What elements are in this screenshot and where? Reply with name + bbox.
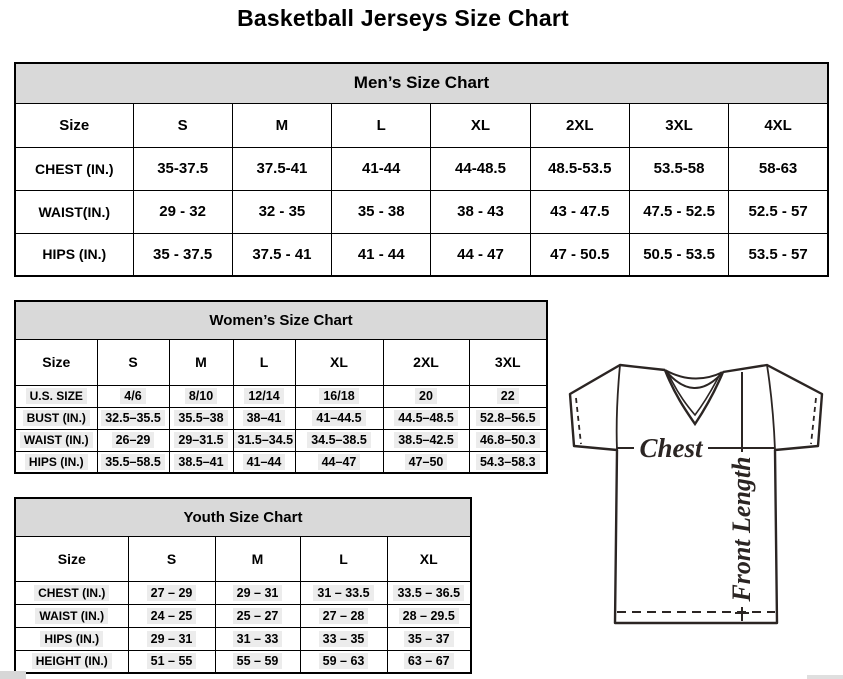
youth-size-table (14, 497, 472, 674)
table-cell: 38.5–42.5 (383, 429, 469, 451)
youth-col-header: M (215, 536, 300, 581)
table-cell: 12/14 (233, 385, 295, 407)
table-cell: 41 - 44 (332, 233, 431, 276)
table-cell: 35 - 38 (332, 190, 431, 233)
table-cell: 63 – 67 (387, 650, 471, 673)
youth-waist-row (15, 604, 471, 627)
mens-col-header: S (133, 103, 232, 147)
womens-size-table (14, 300, 548, 474)
mens-col-header: L (332, 103, 431, 147)
youth-table-title: Youth Size Chart (15, 498, 471, 536)
mens-col-header: 3XL (629, 103, 728, 147)
table-cell: 31.5–34.5 (233, 429, 295, 451)
mens-table-band (15, 63, 828, 103)
table-cell: 27 – 28 (300, 604, 387, 627)
table-cell: 41–44.5 (295, 407, 383, 429)
womens-col-header: S (97, 339, 169, 385)
table-cell: 58-63 (729, 147, 828, 190)
womens-col-header: M (169, 339, 233, 385)
jersey-collar-back-arc (665, 370, 723, 379)
table-cell: 35.5–58.5 (97, 451, 169, 473)
womens-col-header: 2XL (383, 339, 469, 385)
table-cell: 37.5-41 (232, 147, 331, 190)
row-label: U.S. SIZE (15, 385, 97, 407)
womens-header-row (15, 339, 547, 385)
womens-bust-row (15, 407, 547, 429)
table-cell: 32 - 35 (232, 190, 331, 233)
table-cell: 53.5-58 (629, 147, 728, 190)
row-label: WAIST(IN.) (15, 190, 133, 233)
horizontal-scrollbar-thumb-right[interactable] (807, 675, 843, 679)
row-label: HIPS (IN.) (15, 233, 133, 276)
table-cell: 22 (469, 385, 547, 407)
youth-hips-row (15, 627, 471, 650)
table-cell: 41–44 (233, 451, 295, 473)
table-cell: 38.5–41 (169, 451, 233, 473)
womens-waist-row (15, 429, 547, 451)
table-cell: 33.5 – 36.5 (387, 581, 471, 604)
mens-col-header: Size (15, 103, 133, 147)
youth-chest-row (15, 581, 471, 604)
womens-col-header: Size (15, 339, 97, 385)
table-cell: 44-48.5 (431, 147, 530, 190)
youth-col-header: S (128, 536, 215, 581)
table-cell: 52.8–56.5 (469, 407, 547, 429)
table-cell: 35.5–38 (169, 407, 233, 429)
mens-chest-row (15, 147, 828, 190)
table-cell: 29 - 32 (133, 190, 232, 233)
mens-size-table (14, 62, 829, 277)
table-cell: 47–50 (383, 451, 469, 473)
jersey-cuff-dash-right (811, 398, 816, 444)
mens-header-row (15, 103, 828, 147)
table-cell: 46.8–50.3 (469, 429, 547, 451)
row-label: HIPS (IN.) (15, 451, 97, 473)
jersey-outline (570, 365, 822, 623)
front-length-label: Front Length (727, 456, 756, 602)
table-cell: 51 – 55 (128, 650, 215, 673)
mens-col-header: 4XL (729, 103, 828, 147)
table-cell: 41-44 (332, 147, 431, 190)
row-label: WAIST (IN.) (15, 604, 128, 627)
table-cell: 52.5 - 57 (729, 190, 828, 233)
table-cell: 35 - 37.5 (133, 233, 232, 276)
table-cell: 31 – 33.5 (300, 581, 387, 604)
jersey-measurement-diagram (562, 360, 830, 628)
youth-table-band (15, 498, 471, 536)
youth-col-header: L (300, 536, 387, 581)
mens-waist-row (15, 190, 828, 233)
womens-table-title: Women’s Size Chart (15, 301, 547, 339)
mens-col-header: XL (431, 103, 530, 147)
table-cell: 24 – 25 (128, 604, 215, 627)
table-cell: 47.5 - 52.5 (629, 190, 728, 233)
table-cell: 55 – 59 (215, 650, 300, 673)
table-cell: 28 – 29.5 (387, 604, 471, 627)
row-label: CHEST (IN.) (15, 147, 133, 190)
table-cell: 29 – 31 (215, 581, 300, 604)
womens-col-header: L (233, 339, 295, 385)
row-label: HEIGHT (IN.) (15, 650, 128, 673)
mens-hips-row (15, 233, 828, 276)
row-label: CHEST (IN.) (15, 581, 128, 604)
jersey-seam-right (767, 365, 775, 450)
row-label: WAIST (IN.) (15, 429, 97, 451)
table-cell: 59 – 63 (300, 650, 387, 673)
table-cell: 44.5–48.5 (383, 407, 469, 429)
chest-label: Chest (639, 433, 703, 463)
womens-col-header: XL (295, 339, 383, 385)
table-cell: 35-37.5 (133, 147, 232, 190)
womens-ussize-row (15, 385, 547, 407)
womens-hips-row (15, 451, 547, 473)
table-cell: 47 - 50.5 (530, 233, 629, 276)
table-cell: 4/6 (97, 385, 169, 407)
youth-col-header: XL (387, 536, 471, 581)
mens-col-header: 2XL (530, 103, 629, 147)
mens-table-title: Men’s Size Chart (15, 63, 828, 103)
mens-col-header: M (232, 103, 331, 147)
table-cell: 29 – 31 (128, 627, 215, 650)
table-cell: 34.5–38.5 (295, 429, 383, 451)
table-cell: 26–29 (97, 429, 169, 451)
jersey-cuff-dash-left (576, 398, 581, 444)
table-cell: 43 - 47.5 (530, 190, 629, 233)
table-cell: 31 – 33 (215, 627, 300, 650)
table-cell: 38 - 43 (431, 190, 530, 233)
table-cell: 54.3–58.3 (469, 451, 547, 473)
horizontal-scrollbar-thumb-left[interactable] (0, 671, 26, 679)
table-cell: 50.5 - 53.5 (629, 233, 728, 276)
table-cell: 48.5-53.5 (530, 147, 629, 190)
table-cell: 25 – 27 (215, 604, 300, 627)
row-label: BUST (IN.) (15, 407, 97, 429)
table-cell: 37.5 - 41 (232, 233, 331, 276)
table-cell: 33 – 35 (300, 627, 387, 650)
table-cell: 53.5 - 57 (729, 233, 828, 276)
table-cell: 32.5–35.5 (97, 407, 169, 429)
table-cell: 44 - 47 (431, 233, 530, 276)
table-cell: 44–47 (295, 451, 383, 473)
youth-height-row (15, 650, 471, 673)
table-cell: 16/18 (295, 385, 383, 407)
row-label: HIPS (IN.) (15, 627, 128, 650)
table-cell: 20 (383, 385, 469, 407)
page-title: Basketball Jerseys Size Chart (237, 5, 569, 31)
youth-col-header: Size (15, 536, 128, 581)
table-cell: 35 – 37 (387, 627, 471, 650)
womens-table-band (15, 301, 547, 339)
table-cell: 38–41 (233, 407, 295, 429)
table-cell: 29–31.5 (169, 429, 233, 451)
youth-header-row (15, 536, 471, 581)
jersey-seam-left (617, 365, 620, 450)
womens-col-header: 3XL (469, 339, 547, 385)
table-cell: 8/10 (169, 385, 233, 407)
table-cell: 27 – 29 (128, 581, 215, 604)
